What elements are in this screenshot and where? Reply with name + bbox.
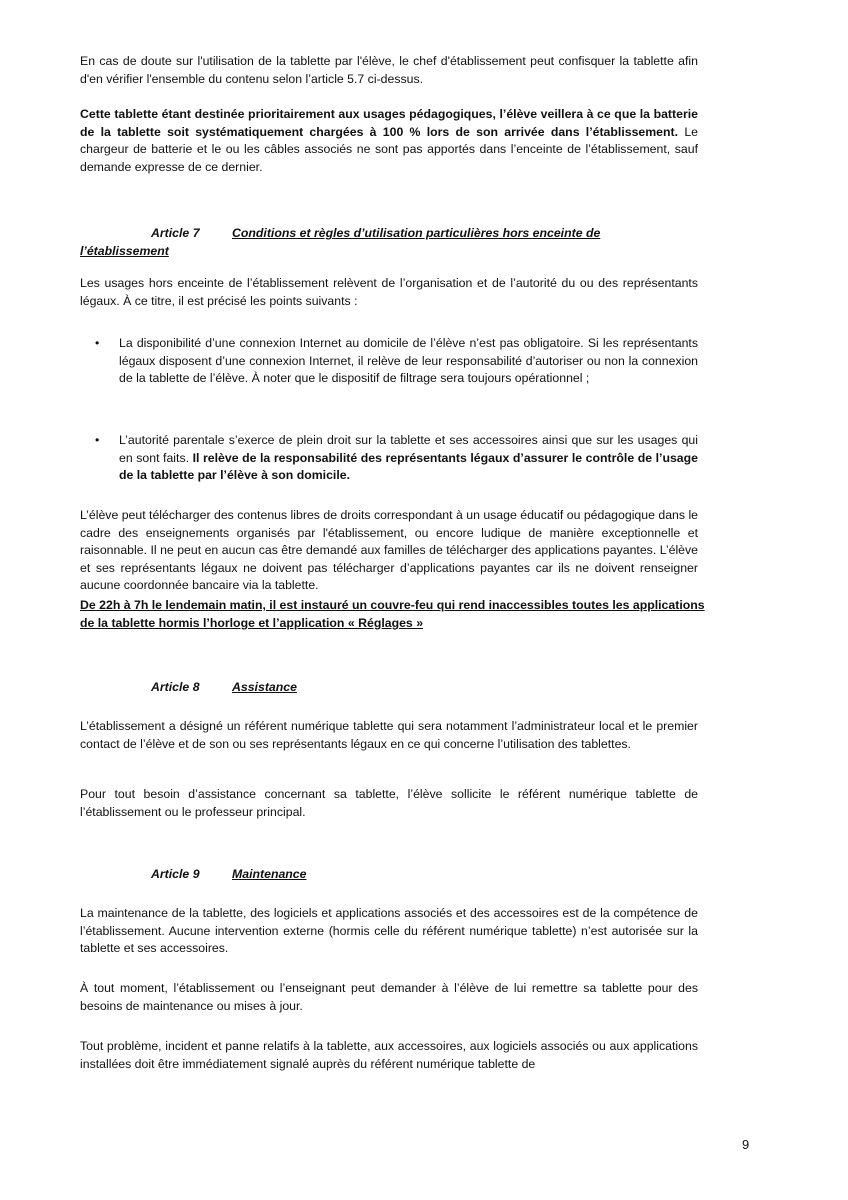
article-7-title-continued: l’établissement	[80, 243, 169, 258]
article-8-number: Article 8	[151, 680, 200, 694]
bullet-internet-connection: La disponibilité d’une connexion Internet au domicile de l’élève n’est pas obligatoire. Si les représentants légaux disposent d’une connexion Internet, il relève de leur responsabilité d’autoriser ou non la connexion de la tablette de l’élève. À noter que le dispositif de filtrage sera toujours opérationnel ;	[119, 336, 698, 386]
article-7-intro: Les usages hors enceinte de l’établissement relèvent de l’organisation et de l’autorité du ou des représentants légaux. À ce titre, il est précisé les points suivants :	[80, 276, 698, 308]
article-7-title: Conditions et règles d’utilisation particulières hors enceinte de	[232, 226, 601, 240]
parental-authority-text: L’autorité parentale s’exerce de plein droit sur la tablette et ses accessoires ainsi que sur les usages qui en sont faits.	[119, 433, 698, 465]
paragraph-confiscation: En cas de doute sur l'utilisation de la tablette par l'élève, le chef d'établissement peut confisquer la tablette afin d'en vérifier l'ensemble du contenu selon l’article 5.7 ci-dessus.	[80, 54, 698, 86]
bullet-2-marker: •	[95, 433, 100, 447]
battery-rule-bold: Cette tablette étant destinée prioritairement aux usages pédagogiques, l’élève veillera à ce que la batterie de la tablette soit systématiquement chargées à 100 % lors de son arrivée dans l’établissement.	[80, 107, 698, 139]
paragraph-battery	[80, 106, 698, 176]
charger-rule: Le chargeur de batterie et le ou les câbles associés ne sont pas apportés dans l’enceinte de l’établissement, sauf demande expresse de ce dernier.	[80, 124, 698, 174]
parental-responsibility-bold: Il relève de la responsabilité des représentants légaux d’assurer le contrôle de l’usage de la tablette par l’élève à son domicile.	[119, 450, 698, 483]
paragraph-maintenance-request: À tout moment, l’établissement ou l’enseignant peut demander à l’élève de lui remettre sa tablette pour des besoins de maintenance ou mises à jour.	[80, 981, 698, 1013]
article-8-heading	[80, 679, 698, 697]
page-number: 9	[742, 1137, 750, 1152]
curfew-line-1: De 22h à 7h le lendemain matin, il est instauré un couvre-feu qui rend inaccessibles toutes les applications	[80, 598, 705, 612]
paragraph-maintenance: La maintenance de la tablette, des logiciels et applications associés et des accessoires est de la compétence de l’établissement. Aucune intervention externe (hormis celle du référent numérique tablette) n’est autorisée sur la tablette et ses accessoires.	[80, 906, 698, 956]
curfew-line-2: de la tablette hormis l’horloge et l’application « Réglages »	[80, 616, 424, 630]
bullet-parental-authority	[119, 432, 698, 485]
bullet-1-marker: •	[95, 336, 100, 350]
article-9-title: Maintenance	[232, 867, 307, 881]
article-9-heading	[80, 866, 698, 884]
article-9-number: Article 9	[151, 867, 200, 881]
paragraph-referent: L’établissement a désigné un référent numérique tablette qui sera notamment l’administrateur local et le premier contact de l’élève et de son ou ses représentants légaux en ce qui concerne l’utilisation des tablettes.	[80, 719, 698, 751]
article-7-number: Article 7	[151, 226, 200, 240]
paragraph-incident-report: Tout problème, incident et panne relatifs à la tablette, aux accessoires, aux logiciels associés ou aux applications installées doit être immédiatement signalé auprès du référent numérique tablette de	[80, 1039, 698, 1071]
article-8-title: Assistance	[232, 680, 297, 694]
paragraph-downloads: L’élève peut télécharger des contenus libres de droits correspondant à un usage éducatif ou pédagogique dans le cadre des enseignements organisés par l'établissement, ou encore ludique de manière exceptionnelle et raisonnable. Il ne peut en aucun cas être demandé aux familles de télécharger des applications payantes. L’élève et ses représentants légaux ne doivent pas télécharger d’applications payantes car ils ne doivent renseigner aucune coordonnée bancaire via la tablette.	[80, 508, 699, 593]
paragraph-assistance: Pour tout besoin d’assistance concernant sa tablette, l’élève sollicite le référent numérique tablette de l’établissement ou le professeur principal.	[80, 787, 698, 819]
article-7-heading	[80, 225, 698, 261]
